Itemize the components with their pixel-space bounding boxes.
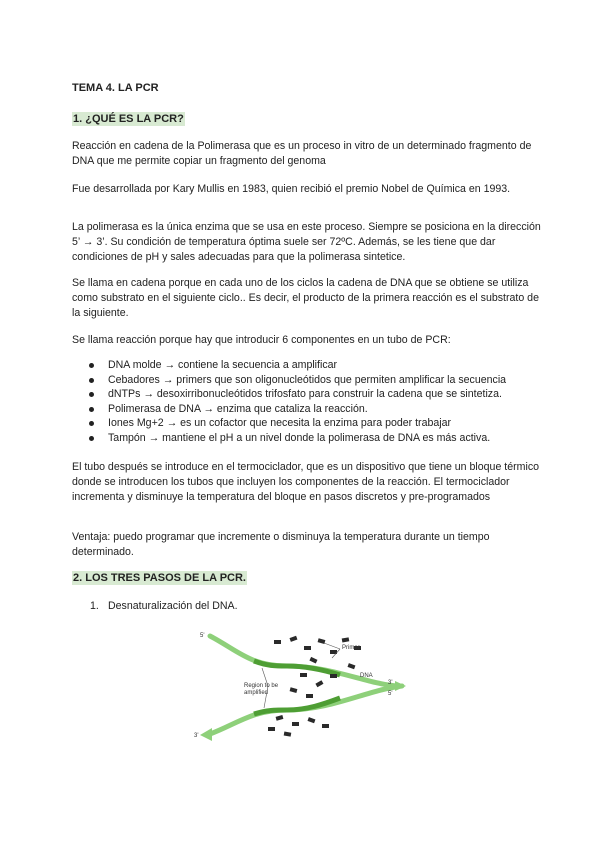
list-item: Polimerasa de DNA → enzima que cataliza la reacción. — [72, 402, 542, 417]
nucleotide — [342, 637, 350, 642]
nucleotide — [276, 715, 284, 721]
bullet-icon — [89, 363, 94, 368]
nucleotide — [307, 717, 315, 723]
numbered-item-denaturation: 1. Desnaturalización del DNA. — [90, 600, 238, 612]
nucleotide — [274, 640, 281, 644]
arrow-left-icon — [200, 728, 212, 741]
bullet-icon — [89, 407, 94, 412]
label-dna: DNA — [360, 673, 373, 679]
nucleotide — [304, 646, 311, 650]
label-5prime-top: 5' — [200, 633, 205, 639]
list-item: Cebadores → primers que son oligonucleótidos que permiten amplificar la secuencia — [72, 373, 542, 388]
list-item: DNA molde → contiene la secuencia a amplificar — [72, 358, 542, 373]
nucleotide — [289, 636, 297, 642]
paragraph-history: Fue desarrollada por Kary Mullis en 1983, quien recibió el premio Nobel de Química en 1993. — [72, 183, 511, 195]
document-title: TEMA 4. LA PCR — [72, 82, 159, 94]
label-primer: Primer — [342, 645, 360, 651]
list-item: dNTPs → desoxirribonucleótidos trifosfato para construir la cadena que se sintetiza. — [72, 387, 542, 402]
paragraph-advantage: Ventaja: puedo programar que incremente o disminuya la temperatura durante un tiempo determinado. — [72, 531, 490, 558]
paragraph-polymerase: La polimerasa es la única enzima que se usa en este proceso. Siempre se posiciona en la dirección 5’ → 3’. Su condición de temperatura óptima suele ser 72ºC. Además, se les tiene que dar condiciones de pH y sales adecuadas para que la polimerasa sintetice. — [72, 221, 541, 263]
components-list — [72, 358, 542, 446]
paragraph-chain: Se llama en cadena porque en cada uno de los ciclos la cadena de DNA que se obtiene se utiliza como substrato en el siguiente ciclo.. Es decir, el producto de la primera reacción es el substrato de la siguiente. — [72, 277, 539, 319]
section-1-heading: 1. ¿QUÉ ES LA PCR? — [73, 113, 184, 125]
list-item: Iones Mg+2 → es un cofactor que necesita la enzima para poder trabajar — [72, 416, 542, 431]
nucleotide — [292, 722, 299, 726]
nucleotide — [284, 732, 292, 737]
paragraph-thermocycler: El tubo después se introduce en el termociclador, que es un dispositivo que tiene un bloque térmico donde se introducen los tubos que incluyen los componentes de la reacción. El termociclador incrementa y disminuye la temperatura del bloque en pasos discretos y pre-programados — [72, 461, 540, 503]
label-3prime-right: 3' — [388, 680, 393, 686]
nucleotide — [306, 694, 313, 698]
list-item: Tampón → mantiene el pH a un nivel donde la polimerasa de DNA es más activa. — [72, 431, 542, 446]
nucleotide — [330, 674, 337, 678]
paragraph-components-intro: Se llama reacción porque hay que introducir 6 componentes en un tubo de PCR: — [72, 334, 451, 346]
bullet-icon — [89, 392, 94, 397]
paragraph-definition: Reacción en cadena de la Polimerasa que es un proceso in vitro de un determinado fragmento de DNA que me permite copiar un fragmento del genoma — [72, 140, 532, 167]
nucleotide — [347, 663, 355, 669]
label-5prime-right: 5' — [388, 691, 393, 697]
nucleotide — [300, 673, 307, 677]
bullet-icon — [89, 378, 94, 383]
nucleotide — [309, 657, 317, 664]
nucleotide — [322, 724, 329, 728]
bullet-icon — [89, 436, 94, 441]
label-region-line2: amplified — [244, 690, 269, 696]
section-2-heading: 2. LOS TRES PASOS DE LA PCR. — [73, 572, 246, 584]
label-3prime-left: 3' — [194, 733, 199, 739]
nucleotide — [315, 680, 323, 687]
nucleotide — [290, 687, 298, 693]
primer-pointer — [324, 643, 340, 649]
denaturation-figure — [192, 628, 412, 746]
label-region-line1: Region to be — [244, 683, 279, 689]
nucleotide — [268, 727, 275, 731]
bullet-icon — [89, 421, 94, 426]
